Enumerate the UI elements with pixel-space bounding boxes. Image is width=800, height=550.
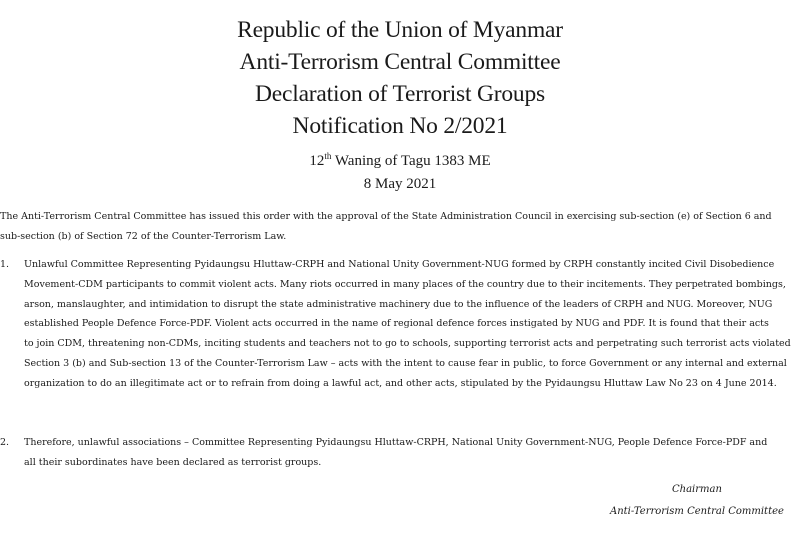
date-block bbox=[0, 150, 800, 196]
intro-paragraph bbox=[0, 207, 800, 247]
item-line: Unlawful Committee Representing Pyidaungsu Hluttaw-CRPH and National Unity Government-NUG formed by CRPH constantly incited Civil Disobedience bbox=[24, 259, 775, 270]
date-day: 12 bbox=[309, 153, 325, 169]
myanmar-date bbox=[0, 150, 800, 173]
declaration-title: Declaration of Terrorist Groups bbox=[255, 81, 545, 107]
item-line: Section 3 (b) and Sub-section 13 of the Counter-Terrorism Law – acts with the intent to cause fear in public, to force Government or any internal and external bbox=[24, 357, 787, 369]
item-number: 2. bbox=[0, 437, 10, 448]
signatory-organization: Anti-Terrorism Central Committee bbox=[610, 506, 784, 517]
item-line: to join CDM, threatening non-CDMs, inciting students and teachers not to go to schools, supporting terrorist acts and perpetrating such terrorist acts violated bbox=[24, 338, 791, 350]
item-line: Therefore, unlawful associations – Committee Representing Pyidaungsu Hluttaw-CRPH, National Unity Government-NUG, People Defence Force-PDF and bbox=[24, 437, 768, 448]
intro-line: The Anti-Terrorism Central Committee has issued this order with the approval of the State Administration Council in exercising sub-section (e) of Section 6 and bbox=[0, 211, 772, 222]
notification-header bbox=[0, 14, 800, 142]
item-text bbox=[24, 255, 791, 394]
item-text bbox=[24, 433, 767, 473]
item-line: established People Defence Force-PDF. Violent acts occurred in the name of regional defence forces instigated by NUG and PDF. It is found that their acts bbox=[24, 318, 769, 330]
date-rest: Waning of Tagu 1383 ME bbox=[331, 153, 491, 169]
item-line: Movement-CDM participants to commit violent acts. Many riots occurred in many places of the country due to their incitements. They perpetrated bombings, bbox=[24, 278, 786, 290]
gregorian-date: 8 May 2021 bbox=[363, 176, 437, 192]
date-suffix: th bbox=[324, 151, 332, 161]
item-line: all their subordinates have been declared as terrorist groups. bbox=[24, 456, 322, 468]
item-number: 1. bbox=[0, 259, 10, 270]
intro-line: sub-section (b) of Section 72 of the Counter-Terrorism Law. bbox=[0, 230, 287, 242]
signatory-title: Chairman bbox=[672, 484, 722, 495]
country-title: Republic of the Union of Myanmar bbox=[237, 17, 563, 43]
committee-title: Anti-Terrorism Central Committee bbox=[239, 49, 561, 75]
item-line: organization to do an illegitimate act or to refrain from doing a lawful act, and other acts, stipulated by the Pyidaungsu Hluttaw Law No 23 on 4 June 2014. bbox=[24, 377, 777, 389]
notification-number: Notification No 2/2021 bbox=[292, 113, 508, 139]
item-line: arson, manslaughter, and intimidation to disrupt the state administrative machinery due to the influence of the leaders of CRPH and NUG. Moreover, NUG bbox=[24, 298, 773, 310]
